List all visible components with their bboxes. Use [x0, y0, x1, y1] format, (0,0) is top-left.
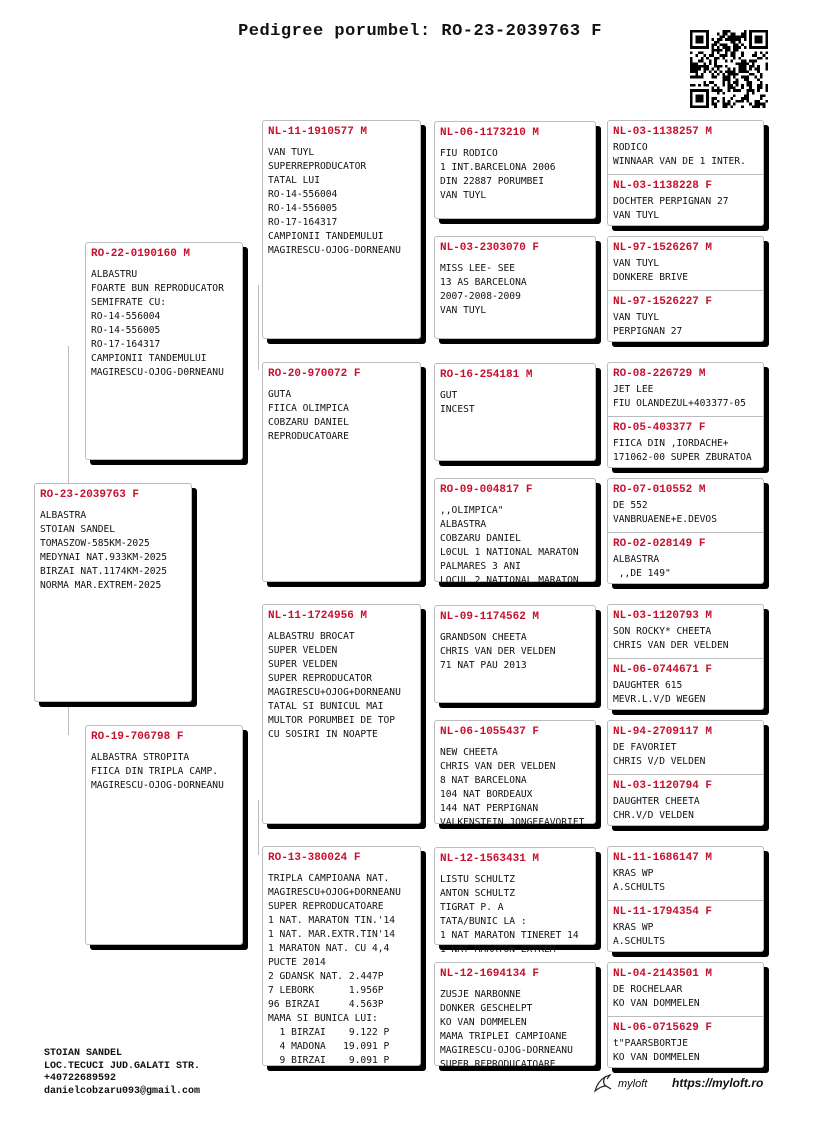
- pigeon-notes: DAUGHTER CHEETA CHR.V/D VELDEN: [613, 796, 700, 821]
- pigeon-card-dsd[interactable]: [434, 720, 596, 828]
- pigeon-notes: MISS LEE- SEE 13 AS BARCELONA 2007-2008-2009 VAN TUYL: [440, 263, 527, 316]
- ring-number: RO-19-706798 F: [91, 731, 184, 743]
- pigeon-pair-4: [607, 478, 764, 584]
- pigeon-notes: ALBASTRA STOIAN SANDEL TOMASZOW-585KM-2025 MEDYNAI NAT.933KM-2025 BIRZAI NAT.1174KM-2025 NORMA MAR.EXTREM-2025: [40, 510, 168, 591]
- pigeon-notes: GUTA FIICA OLIMPICA COBZARU DANIEL REPRODUCATOARE: [268, 389, 349, 442]
- pigeon-notes: ALBASTRU BROCAT SUPER VELDEN SUPER VELDEN SUPER REPRODUCATOR MAGIRESCU+OJOG+DORNEANU TATAL SI BUNICUL MAI MULTOR PORUMBEI DE TOP CU SOSIRI IN NOAPTE: [268, 631, 401, 740]
- ring-number: NL-04-2143501 M: [613, 968, 713, 980]
- ring-number: RO-13-380024 F: [268, 852, 361, 864]
- pigeon-notes: VAN TUYL SUPERREPRODUCATOR TATAL LUI RO-14-556004 RO-14-556005 RO-17-164317 CAMPIONII TANDEMULUI MAGIRESCU-OJOG-DORNEANU: [268, 147, 401, 256]
- pigeon-card-g5[interactable]: [608, 363, 763, 416]
- pigeon-card-dd[interactable]: [262, 846, 421, 1066]
- pigeon-card-g4[interactable]: [608, 291, 763, 343]
- ring-number: RO-20-970072 F: [268, 368, 361, 380]
- brand-name: myloft: [618, 1078, 648, 1090]
- ring-number: NL-11-1686147 M: [613, 852, 713, 864]
- pigeon-card-sd[interactable]: [262, 362, 421, 582]
- ring-number: NL-03-1120794 F: [613, 780, 713, 792]
- pigeon-notes: KRAS WP A.SCHULTS: [613, 922, 665, 947]
- ring-number: NL-06-1055437 F: [440, 726, 540, 738]
- pigeon-notes: ALBASTRA STROPITA FIICA DIN TRIPLA CAMP. MAGIRESCU-OJOG-DORNEANU: [91, 752, 224, 791]
- pigeon-card-g8[interactable]: [608, 533, 763, 585]
- ring-number: NL-12-1563431 M: [440, 853, 540, 865]
- pigeon-notes: DOCHTER PERPIGNAN 27 VAN TUYL: [613, 196, 729, 221]
- connector: [258, 800, 259, 855]
- pigeon-card-sss[interactable]: [434, 121, 596, 219]
- pigeon-notes: LISTU SCHULTZ ANTON SCHULTZ TIGRAT P. A TATA/BUNIC LA : 1 NAT MARATON TINERET 14 1 NAT MARATON EXTREM: [440, 874, 579, 955]
- owner-name: STOIAN SANDEL: [44, 1048, 123, 1059]
- pigeon-card-g14[interactable]: [608, 901, 763, 953]
- ring-number: NL-06-1173210 M: [440, 127, 540, 139]
- ring-number: NL-03-1120793 M: [613, 610, 713, 622]
- pigeon-card-dds[interactable]: [434, 847, 596, 955]
- pigeon-notes: DAUGHTER 615 MEVR.L.V/D WEGEN: [613, 680, 706, 705]
- pigeon-card-g10[interactable]: [608, 659, 763, 711]
- pigeon-card-sire[interactable]: [85, 242, 243, 460]
- ring-number: NL-97-1526267 M: [613, 242, 713, 254]
- pigeon-notes: VAN TUYL DONKERE BRIVE: [613, 258, 689, 283]
- pigeon-pair-3: [607, 362, 764, 468]
- ring-number: NL-11-1910577 M: [268, 126, 368, 138]
- page-title: Pedigree porumbel: RO-23-2039763 F: [238, 22, 602, 41]
- pigeon-card-ds[interactable]: [262, 604, 421, 824]
- pigeon-card-ddd[interactable]: [434, 962, 596, 1070]
- pigeon-pair-1: [607, 120, 764, 226]
- ring-number: RO-05-403377 F: [613, 422, 706, 434]
- pigeon-card-g11[interactable]: [608, 721, 763, 774]
- website-link[interactable]: https://myloft.ro: [672, 1076, 764, 1090]
- qr-code-icon: [690, 30, 768, 108]
- ring-number: NL-12-1694134 F: [440, 968, 540, 980]
- ring-number: NL-11-1724956 M: [268, 610, 368, 622]
- pigeon-notes: FIICA DIN ,IORDACHE+ 171062-00 SUPER ZBURATOA: [613, 438, 752, 463]
- pigeon-card-g15[interactable]: [608, 963, 763, 1016]
- pigeon-card-g6[interactable]: [608, 417, 763, 469]
- pigeon-notes: NEW CHEETA CHRIS VAN DER VELDEN 8 NAT BARCELONA 104 NAT BORDEAUX 144 NAT PERPIGNAN VALKENSTEIN JONGEFAVORIET: [440, 747, 585, 828]
- pigeon-card-sds[interactable]: [434, 363, 596, 461]
- ring-number: RO-08-226729 M: [613, 368, 706, 380]
- owner-contact: [44, 1048, 200, 1098]
- ring-number: NL-11-1794354 F: [613, 906, 713, 918]
- pigeon-card-g13[interactable]: [608, 847, 763, 900]
- pigeon-pair-5: [607, 604, 764, 710]
- pigeon-notes: RODICO WINNAAR VAN DE 1 INTER.: [613, 142, 746, 167]
- pigeon-notes: ZUSJE NARBONNE DONKER GESCHELPT KO VAN DOMMELEN MAMA TRIPLEI CAMPIOANE MAGIRESCU-OJOG-DORNEANU SUPER REPRODUCATOARE: [440, 989, 573, 1070]
- ring-number: RO-16-254181 M: [440, 369, 533, 381]
- owner-address: LOC.TECUCI JUD.GALATI STR.: [44, 1060, 201, 1072]
- pigeon-card-g7[interactable]: [608, 479, 763, 532]
- pigeon-card-sdd[interactable]: [434, 478, 596, 586]
- connector: [68, 705, 69, 735]
- pigeon-notes: DE FAVORIET CHRIS V/D VELDEN: [613, 742, 706, 767]
- pigeon-notes: ,,OLIMPICA" ALBASTRA COBZARU DANIEL L0CUL 1 NATIONAL MARATON PALMARES 3 ANI LOCUL 2 NATIONAL MARATON: [440, 505, 579, 586]
- pigeon-notes: DE ROCHELAAR KO VAN DOMMELEN: [613, 984, 700, 1009]
- ring-number: NL-03-1138257 M: [613, 126, 713, 138]
- pigeon-notes: TRIPLA CAMPIOANA NAT. MAGIRESCU+OJOG+DORNEANU SUPER REPRODUCATOARE 1 NAT. MARATON TIN.'14 1 NAT. MAR.EXTR.TIN'14 1 MARATON NAT. CU 4,4 PUCTE 2014 2 GDANSK NAT. 2.447P 7 LEBORK 1.956P 96 BIRZAI 4.563P MAMA SI BUNICA LUI: 1 BIRZAI 9.122 P 4 MADONA 19.091 P 9 BIRZAI 9.091 P: [268, 873, 401, 1066]
- ring-number: RO-07-010552 M: [613, 484, 706, 496]
- pigeon-card-g16[interactable]: [608, 1017, 763, 1069]
- pigeon-card-g12[interactable]: [608, 775, 763, 827]
- ring-number: NL-94-2709117 M: [613, 726, 713, 738]
- pigeon-notes: GRANDSON CHEETA CHRIS VAN DER VELDEN 71 NAT PAU 2013: [440, 632, 556, 671]
- pigeon-card-g3[interactable]: [608, 237, 763, 290]
- pigeon-notes: KRAS WP A.SCHULTS: [613, 868, 665, 893]
- pigeon-notes: GUT INCEST: [440, 390, 475, 415]
- pigeon-pair-7: [607, 846, 764, 952]
- pigeon-card-dam[interactable]: [85, 725, 243, 945]
- pigeon-card-g9[interactable]: [608, 605, 763, 658]
- pigeon-notes: ALBASTRA ,,DE 149": [613, 554, 671, 579]
- pigeon-pair-8: [607, 962, 764, 1068]
- ring-number: RO-22-0190160 M: [91, 248, 191, 260]
- owner-email: danielcobzaru093@gmail.com: [44, 1085, 201, 1097]
- ring-number: RO-23-2039763 F: [40, 489, 140, 501]
- pigeon-card-g2[interactable]: [608, 175, 763, 227]
- ring-number: NL-03-1138228 F: [613, 180, 713, 192]
- ring-number: NL-06-0715629 F: [613, 1022, 713, 1034]
- ring-number: NL-09-1174562 M: [440, 611, 540, 623]
- pigeon-notes: VAN TUYL PERPIGNAN 27: [613, 312, 683, 337]
- pigeon-notes: DE 552 VANBRUAENE+E.DEVOS: [613, 500, 717, 525]
- pigeon-card-dss[interactable]: [434, 605, 596, 703]
- pigeon-card-ssd[interactable]: [434, 236, 596, 339]
- myloft-bird-logo: [592, 1074, 614, 1094]
- pigeon-notes: t"PAARSBORTJE KO VAN DOMMELEN: [613, 1038, 700, 1063]
- pigeon-pair-6: [607, 720, 764, 826]
- pigeon-notes: FIU RODICO 1 INT.BARCELONA 2006 DIN 22887 PORUMBEI VAN TUYL: [440, 148, 556, 201]
- connector: [258, 285, 259, 370]
- ring-number: RO-09-004817 F: [440, 484, 533, 496]
- owner-phone: +40722689592: [44, 1073, 117, 1084]
- pigeon-notes: SON ROCKY* CHEETA CHRIS VAN DER VELDEN: [613, 626, 729, 651]
- pigeon-card-subject[interactable]: [34, 483, 192, 702]
- ring-number: NL-03-2303070 F: [440, 242, 540, 254]
- pigeon-card-g1[interactable]: [608, 121, 763, 174]
- pigeon-notes: ALBASTRU FOARTE BUN REPRODUCATOR SEMIFRATE CU: RO-14-556004 RO-14-556005 RO-17-164317 CAMPIONII TANDEMULUI MAGIRESCU-OJOG-D0RNEANU: [91, 269, 224, 378]
- pigeon-card-ss[interactable]: [262, 120, 421, 339]
- pigeon-pair-2: [607, 236, 764, 342]
- ring-number: NL-06-0744671 F: [613, 664, 713, 676]
- ring-number: RO-02-028149 F: [613, 538, 706, 550]
- brand-footer: [592, 1074, 764, 1094]
- pigeon-notes: JET LEE FIU OLANDEZUL+403377-05: [613, 384, 746, 409]
- ring-number: NL-97-1526227 F: [613, 296, 713, 308]
- connector: [68, 346, 69, 486]
